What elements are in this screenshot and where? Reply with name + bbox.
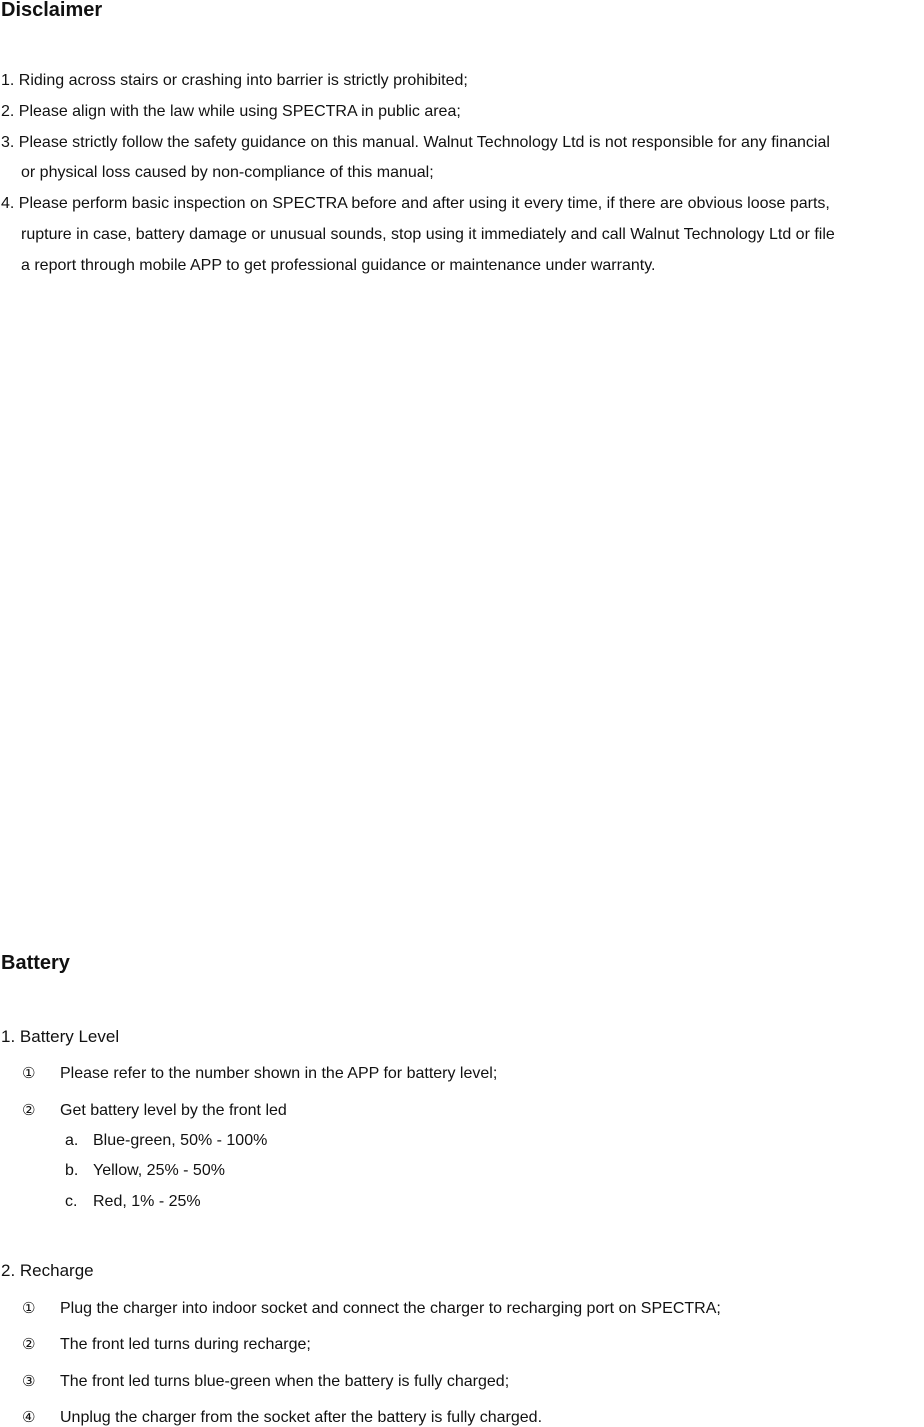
led-color-item-a	[65, 1132, 267, 1150]
disclaimer-title: Disclaimer	[1, 0, 103, 21]
disclaimer-item-3: 3. Please strictly follow the safety guidance on this manual. Walnut Technology Ltd is not responsible for any financial	[1, 134, 830, 151]
battery-level-item-1	[22, 1064, 497, 1083]
recharge-item-text: Unplug the charger from the socket after the battery is fully charged.	[60, 1409, 543, 1426]
recharge-item-3	[22, 1372, 509, 1391]
battery-level-item-2	[22, 1101, 287, 1120]
recharge-heading: 2. Recharge	[1, 1261, 94, 1280]
led-color-text: Yellow, 25% - 50%	[93, 1162, 225, 1179]
disclaimer-item-1: 1. Riding across stairs or crashing into barrier is strictly prohibited;	[1, 72, 468, 89]
disclaimer-item-3-cont: or physical loss caused by non-compliance of this manual;	[21, 164, 434, 181]
battery-level-item-text: Get battery level by the front led	[60, 1102, 287, 1119]
battery-level-item-text: Please refer to the number shown in the APP for battery level;	[60, 1065, 498, 1082]
list-letter: b.	[65, 1162, 79, 1179]
led-color-text: Red, 1% - 25%	[93, 1193, 201, 1210]
recharge-item-4	[22, 1408, 542, 1427]
circled-number-icon: ①	[22, 1064, 36, 1082]
disclaimer-item-4-cont-2: a report through mobile APP to get professional guidance or maintenance under warranty.	[21, 257, 656, 274]
battery-title: Battery	[1, 952, 70, 974]
recharge-item-2	[22, 1335, 311, 1354]
recharge-item-1	[22, 1299, 721, 1318]
circled-number-icon: ④	[22, 1408, 36, 1426]
circled-number-icon: ②	[22, 1101, 36, 1119]
circled-number-icon: ①	[22, 1299, 36, 1317]
led-color-item-b	[65, 1162, 225, 1180]
disclaimer-item-2: 2. Please align with the law while using SPECTRA in public area;	[1, 103, 461, 120]
recharge-item-text: The front led turns during recharge;	[60, 1336, 311, 1353]
disclaimer-item-4: 4. Please perform basic inspection on SPECTRA before and after using it every time, if there are obvious loose parts,	[1, 195, 830, 212]
led-color-item-c	[65, 1193, 201, 1211]
led-color-text: Blue-green, 50% - 100%	[93, 1132, 268, 1149]
circled-number-icon: ③	[22, 1372, 36, 1390]
battery-level-heading: 1. Battery Level	[1, 1027, 120, 1046]
list-letter: c.	[65, 1193, 78, 1210]
recharge-item-text: The front led turns blue-green when the battery is fully charged;	[60, 1373, 510, 1390]
disclaimer-item-4-cont-1: rupture in case, battery damage or unusual sounds, stop using it immediately and call Walnut Technology Ltd or file	[21, 226, 835, 243]
circled-number-icon: ②	[22, 1335, 36, 1353]
list-letter: a.	[65, 1132, 79, 1149]
recharge-item-text: Plug the charger into indoor socket and connect the charger to recharging port on SPECTRA;	[60, 1300, 721, 1317]
